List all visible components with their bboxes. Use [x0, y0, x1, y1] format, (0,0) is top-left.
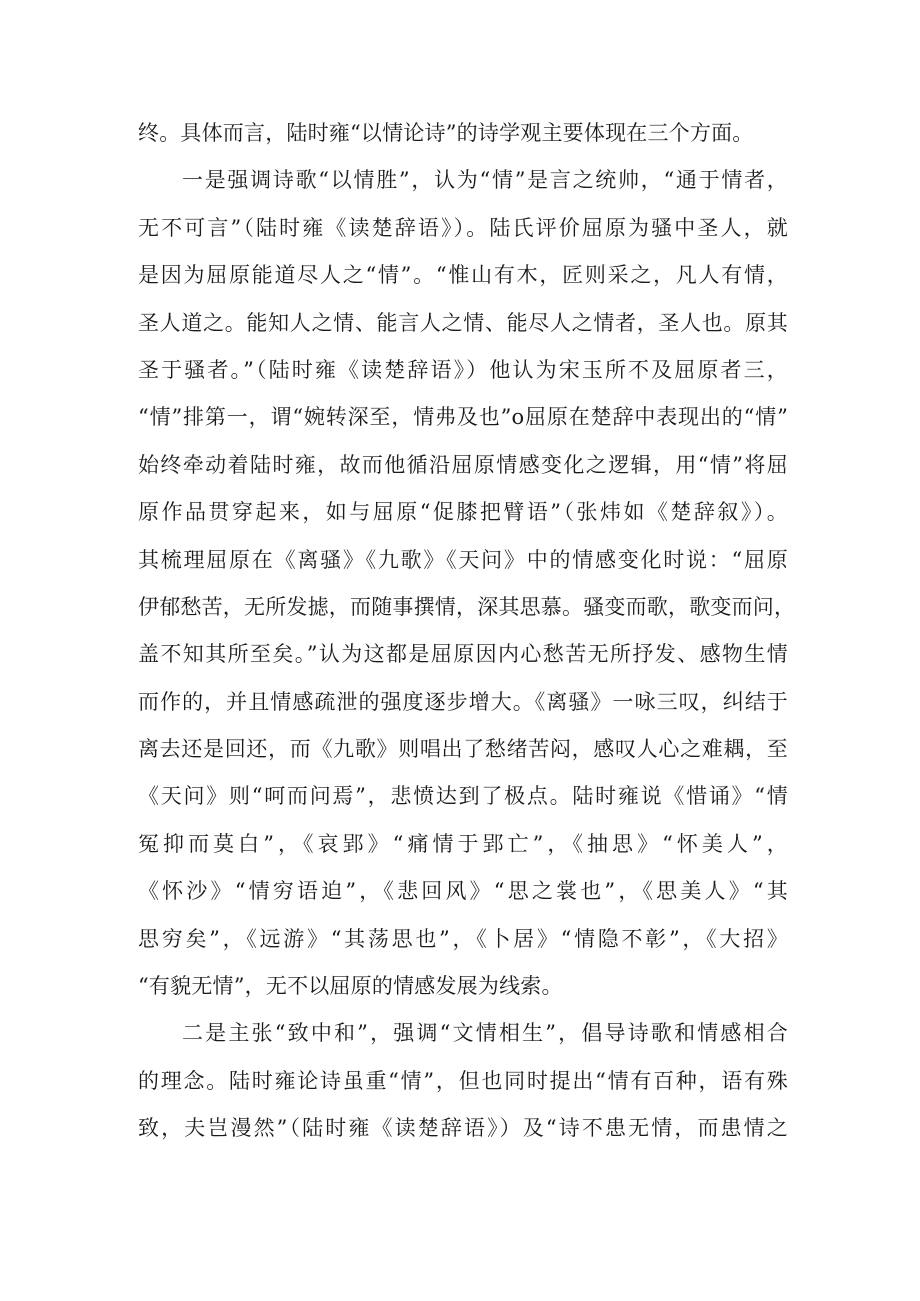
- paragraph-1-line: 盖不知其所至矣。”认为这都是屈原因内心愁苦无所抒发、感物生情: [138, 642, 788, 667]
- paragraph-1-line: 始终牵动着陆时雍，故而他循沿屈原情感变化之逻辑，用“情”将屈: [138, 452, 788, 477]
- paragraph-2: [138, 1010, 788, 1152]
- paragraph-1: [138, 157, 796, 1010]
- paragraph-1-line: 思穷矣”，《远游》“其荡思也”，《卜居》“情隐不彰”，《大招》: [138, 926, 788, 951]
- paragraph-1-line: 圣于骚者。”（陆时雍《读楚辞语》）他认为宋玉所不及屈原者三，: [138, 357, 788, 382]
- paragraph-2-line: 致，夫岂漫然”（陆时雍《读楚辞语》）及“诗不患无情，而患情之: [138, 1116, 788, 1141]
- paragraph-1-line: 而作的，并且情感疏泄的强度逐步增大。《离骚》一咏三叹，纠结于: [138, 689, 788, 714]
- intro-line: 终。具体而言，陆时雍“以情论诗”的诗学观主要体现在三个方面。: [138, 121, 754, 145]
- paragraph-1-line: 其梳理屈原在《离骚》《九歌》《天问》中的情感变化时说：“屈原: [138, 547, 788, 572]
- paragraph-1-line: 冤抑而莫白”，《哀郢》“痛情于郢亡”，《抽思》“怀美人”，: [138, 831, 788, 856]
- paragraph-1-line: “有貌无情”，无不以屈原的情感发展为线索。: [138, 974, 563, 999]
- paragraph-1-line: 伊郁愁苦，无所发摅，而随事撰情，深其思慕。骚变而歌，歌变而问，: [138, 594, 796, 619]
- paragraph-1-line: “情”排第一，谓“婉转深至，情弗及也”o屈原在楚辞中表现出的“情”: [138, 405, 788, 430]
- paragraph-1-line: 《天问》则“呵而问焉”，悲愤达到了极点。陆时雍说《惜诵》“情: [138, 784, 788, 809]
- paragraph-1-line: 无不可言”（陆时雍《读楚辞语》）。陆氏评价屈原为骚中圣人，就: [138, 215, 788, 240]
- paragraph-2-line: 二是主张“致中和”，强调“文情相生”，倡导诗歌和情感相合: [182, 1021, 788, 1046]
- body-text: [138, 110, 796, 1153]
- paragraph-1-line: 离去还是回还，而《九歌》则唱出了愁绪苦闷，感叹人心之难耦，至: [138, 737, 788, 762]
- paragraph-1-line: 《怀沙》“情穷语迫”，《悲回风》“思之裳也”，《思美人》“其: [138, 879, 788, 904]
- paragraph-2-line: 的理念。陆时雍论诗虽重“情”，但也同时提出“情有百种，语有殊: [138, 1068, 788, 1093]
- paragraph-1-line: 原作品贯穿起来，如与屈原“促膝把臂语”（张炜如《楚辞叙》）。: [138, 500, 788, 525]
- paragraph-1-line: 是因为屈原能道尽人之“情”。“惟山有木，匠则采之，凡人有情，: [138, 263, 788, 288]
- paragraph-1-line: 一是强调诗歌“以情胜”，认为“情”是言之统帅，“通于情者，: [182, 168, 788, 193]
- paragraph-1-line: 圣人道之。能知人之情、能言人之情、能尽人之情者，圣人也。原其: [138, 310, 788, 335]
